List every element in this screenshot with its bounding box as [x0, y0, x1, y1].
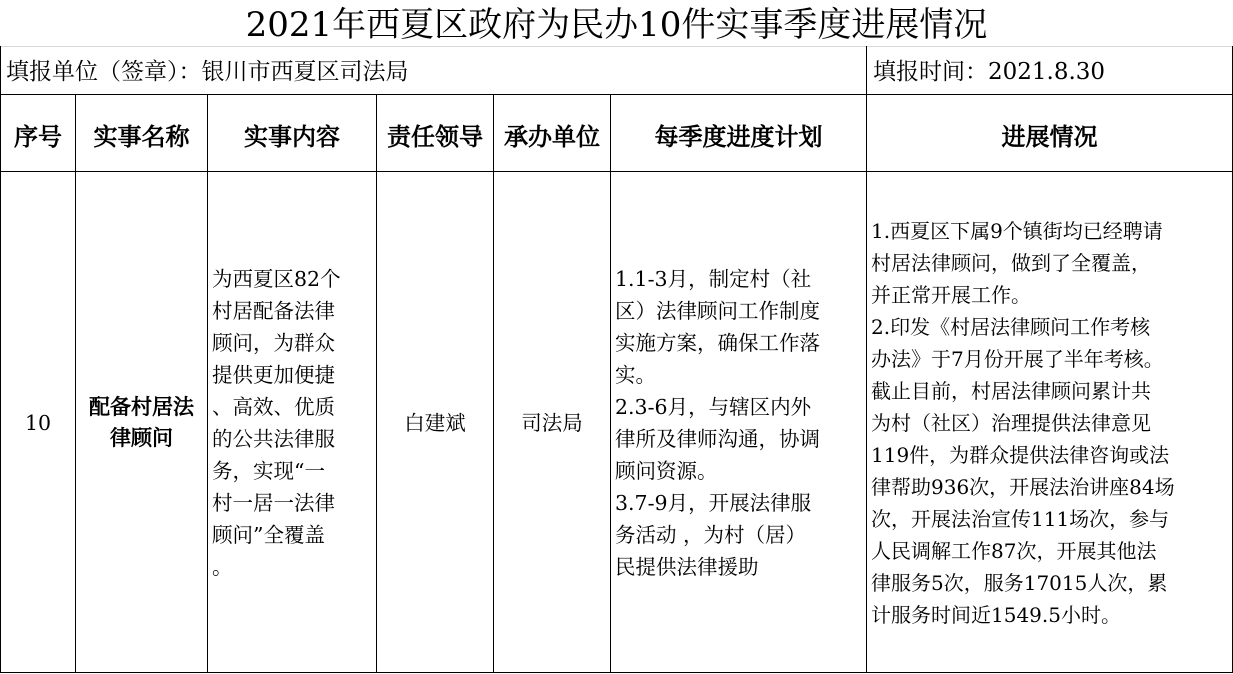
header-name: 实事名称 — [93, 122, 190, 151]
row-progress: 1.西夏区下属9个镇街均已经聘请 村居法律顾问，做到了全覆盖， 并正常开展工作。 2.印发《村居法律顾问工作考核 办法》于7月份开展了半年考核。 截止目前，村居法律顾问累计共 为村（社区）治理提供法律意见 119件，为群众提供法律咨询或法 律帮助936次，开展法治讲座84场 次，开展法治宣传111场次，参与 人民调解工作87次，开展其他法 律服务5次，服务17015人次，累 计服务时间近1549.5小时。 — [871, 219, 1175, 627]
header-no: 序号 — [14, 122, 62, 151]
row-no: 10 — [24, 411, 52, 435]
col-divider-6 — [866, 94, 867, 673]
header-dept: 承办单位 — [504, 122, 600, 151]
row-dept: 司法局 — [521, 411, 583, 435]
col-divider-2 — [207, 94, 208, 673]
header-leader: 责任领导 — [387, 122, 483, 151]
header-plan: 每季度进度计划 — [654, 122, 823, 151]
cell-dept — [494, 172, 610, 674]
row-content: 为西夏区82个 村居配备法律 顾问，为群众 提供更加便捷 、高效、优质 的公共法律服 务，实现“一 村一居一法律 顾问”全覆盖 。 — [212, 267, 341, 579]
header-progress: 进展情况 — [1001, 122, 1098, 151]
reporting-unit: 填报单位（签章）：银川市西夏区司法局 — [6, 59, 409, 85]
col-divider-5 — [610, 94, 611, 673]
reporting-time: 填报时间：2021.8.30 — [873, 59, 1106, 85]
cell-leader — [377, 172, 493, 674]
header-content: 实事内容 — [244, 122, 340, 151]
row-plan: 1.1-3月，制定村（社 区）法律顾问工作制度 实施方案，确保工作落 实。 2.3-6月，与辖区内外 律所及律师沟通，协调 顾问资源。 3.7-9月，开展法律服 务活动 ，为村（居） 民提供法律援助 — [615, 267, 820, 579]
cell-no — [1, 172, 75, 674]
cell-content — [212, 172, 374, 674]
meta-separator — [866, 46, 867, 95]
meta-divider — [0, 94, 1233, 95]
cell-name — [76, 172, 207, 674]
cell-progress — [871, 172, 1231, 674]
title-divider — [0, 46, 1233, 47]
cell-plan — [615, 172, 865, 674]
row-leader: 白建斌 — [404, 411, 466, 435]
report-title: 2021年西夏区政府为民办10件实事季度进展情况 — [245, 5, 988, 45]
row-name: 配备村居法 律顾问 — [89, 395, 194, 450]
